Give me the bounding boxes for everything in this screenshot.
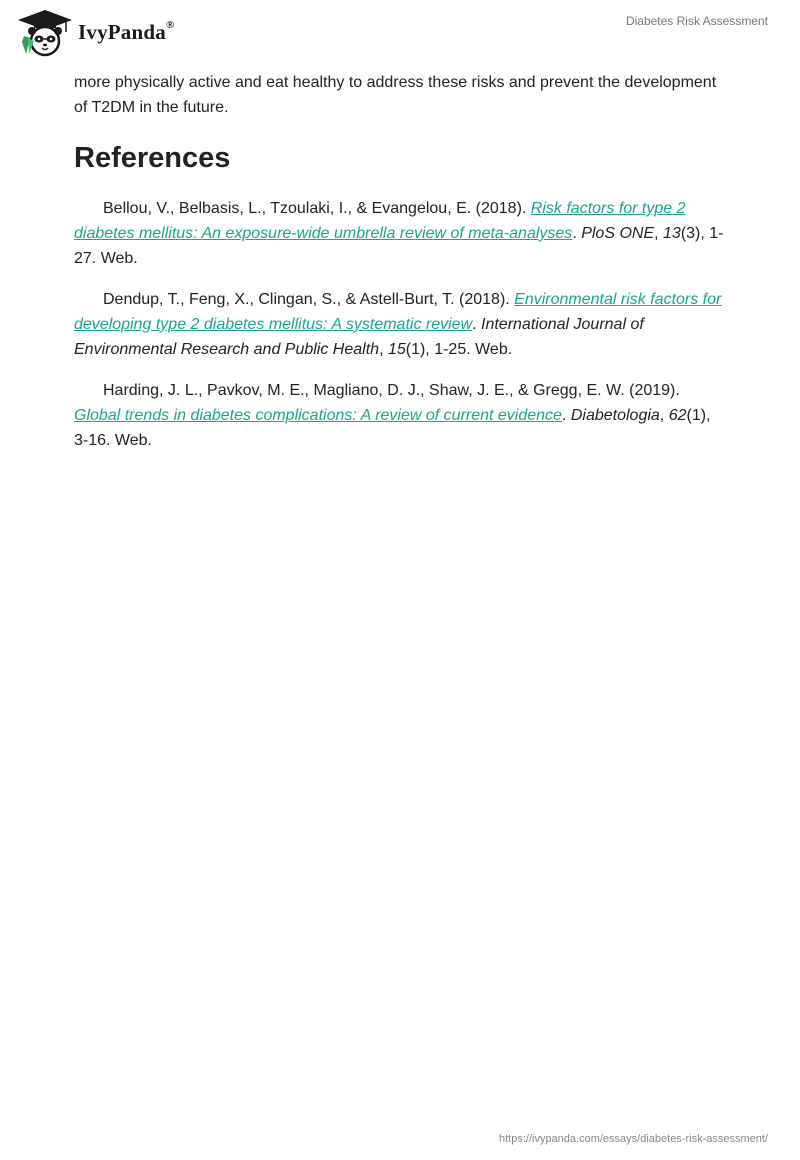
reference-link[interactable]: Environmental risk factors for developing type 2 diabetes mellitus: A systematic review bbox=[74, 291, 722, 333]
ivypanda-logo[interactable] bbox=[14, 8, 174, 58]
logo-wordmark: IvyPanda® bbox=[78, 18, 175, 44]
document-title: Diabetes Risk Assessment bbox=[625, 14, 768, 28]
reference-item: Harding, J. L., Pavkov, M. E., Magliano, D. J., Shaw, J. E., & Gregg, E. W. (2019). Global trends in diabetes complications: A review of current evidence. Diabetologia, 62(1), 3-16. Web. bbox=[74, 382, 711, 449]
body-paragraph: more physically active and eat healthy to address these risks and prevent the development of T2DM in the future. bbox=[74, 74, 717, 116]
references-heading: References bbox=[74, 142, 231, 174]
reference-item: Bellou, V., Belbasis, L., Tzoulaki, I., & Evangelou, E. (2018). Risk factors for type 2 diabetes mellitus: An exposure-wide umbrella review of meta-analyses. PloS ONE, 13(3), 1-27. Web. bbox=[74, 200, 724, 267]
page-content bbox=[74, 70, 724, 469]
reference-item: Dendup, T., Feng, X., Clingan, S., & Astell-Burt, T. (2018). Environmental risk factors for developing type 2 diabetes mellitus: A systematic review. International Journal of Environmental Research and Public Health, 15(1), 1-25. Web. bbox=[74, 291, 722, 358]
reference-link[interactable]: Risk factors for type 2 diabetes mellitus: An exposure-wide umbrella review of meta-analyses bbox=[74, 200, 686, 242]
reference-link[interactable]: Global trends in diabetes complications: A review of current evidence bbox=[74, 407, 562, 424]
footer-url[interactable]: https://ivypanda.com/essays/diabetes-risk-assessment/ bbox=[498, 1133, 768, 1145]
panda-graduate-icon bbox=[14, 8, 76, 58]
